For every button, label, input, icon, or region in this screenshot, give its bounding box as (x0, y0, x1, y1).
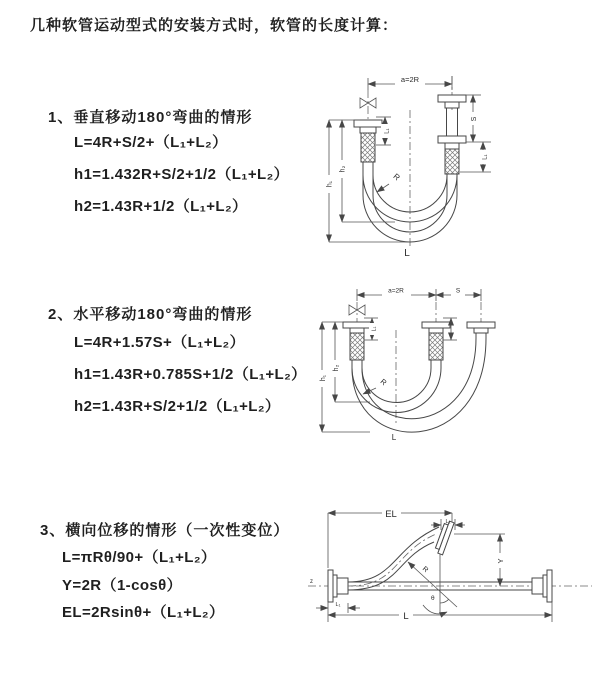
dim-h1-label: h₁ (326, 180, 334, 188)
diagram-vertical-180-bend (315, 70, 590, 265)
section-3-formula-Y: Y=2R（1-cosθ） (62, 577, 183, 594)
diagram-lateral-displacement (300, 500, 600, 660)
angle-theta-label: θ (431, 595, 435, 602)
dimension-small-middle (443, 318, 457, 340)
radius-and-angle (408, 554, 457, 614)
section-2-formula-h1: h1=1.43R+0.785S+1/2（L₁+L₂） (74, 366, 307, 383)
dim-Y-label: Y (496, 558, 505, 564)
hose-loops (352, 338, 486, 432)
dim-S-label: S (471, 116, 478, 122)
dim-L1-left-label: L₁ (384, 128, 391, 134)
diagram-horizontal-180-bend (310, 280, 600, 450)
section-1-formula-h1: h1=1.432R+S/2+1/2（L₁+L₂） (74, 166, 290, 183)
section-3-heading: 3、横向位移的情形（一次性变位） (40, 522, 290, 539)
section-3-formula-L: L=πRθ/90+（L₁+L₂） (62, 549, 217, 566)
dimension-S (466, 95, 491, 142)
right-pipe-flange (438, 95, 466, 174)
section-2-formula-h2: h2=1.43R+S/2+1/2（L₁+L₂） (74, 398, 281, 415)
section-1-formula-h2: h2=1.43R+1/2（L₁+L₂） (74, 198, 248, 215)
pipe-flange-middle (422, 322, 450, 360)
dim-L1-right-label: L₁ (482, 154, 489, 160)
section-1-formula-L: L=4R+S/2+（L₁+L₂） (74, 134, 228, 151)
section-2-heading: 2、水平移动180°弯曲的情形 (48, 306, 253, 323)
length-L-label: L (391, 433, 397, 442)
dim-L1-bottom-label: L₁ (335, 602, 341, 608)
dimension-Y (454, 534, 505, 586)
section-3-formula-EL: EL=2Rsinθ+（L₁+L₂） (62, 604, 225, 621)
axis-mark: z (310, 579, 313, 585)
radius-label: R (378, 376, 389, 388)
section-1-heading: 1、垂直移动180°弯曲的情形 (48, 109, 253, 126)
dimension-a2R (357, 288, 481, 302)
dim-S-label: S (455, 287, 461, 295)
dim-a2R-label: a=2R (400, 75, 420, 84)
radius-callout (377, 172, 402, 192)
dimension-L1-small (364, 318, 378, 340)
dim-EL-label: EL (385, 509, 397, 520)
dim-a2R-label: a=2R (388, 287, 404, 295)
dim-L-label: L (403, 611, 409, 622)
dim-L1-top-label: L₁ (445, 519, 451, 525)
pipe-flange-left (343, 322, 371, 360)
pipe-flange-right (467, 322, 495, 338)
section-2-formula-L: L=4R+1.57S+（L₁+L₂） (74, 334, 245, 351)
radius-label: R (420, 565, 430, 575)
dimension-L1-bottom (316, 602, 360, 613)
page-title: 几种软管运动型式的安装方式时，软管的长度计算： (30, 17, 399, 34)
length-L-label: L (404, 248, 410, 259)
left-flange (328, 570, 348, 602)
dim-h2-label: h₂ (333, 364, 340, 372)
curved-hose (348, 527, 439, 590)
dim-h1-label: h₁ (320, 374, 327, 382)
dimension-a2R (368, 75, 452, 90)
dimension-EL (328, 509, 452, 568)
radius-label: R (391, 171, 402, 183)
dim-h2-label: h₂ (339, 165, 347, 173)
dim-L1-label: L₁ (371, 326, 378, 332)
dimension-L1-right (460, 142, 491, 172)
left-pipe-flange (354, 120, 382, 162)
